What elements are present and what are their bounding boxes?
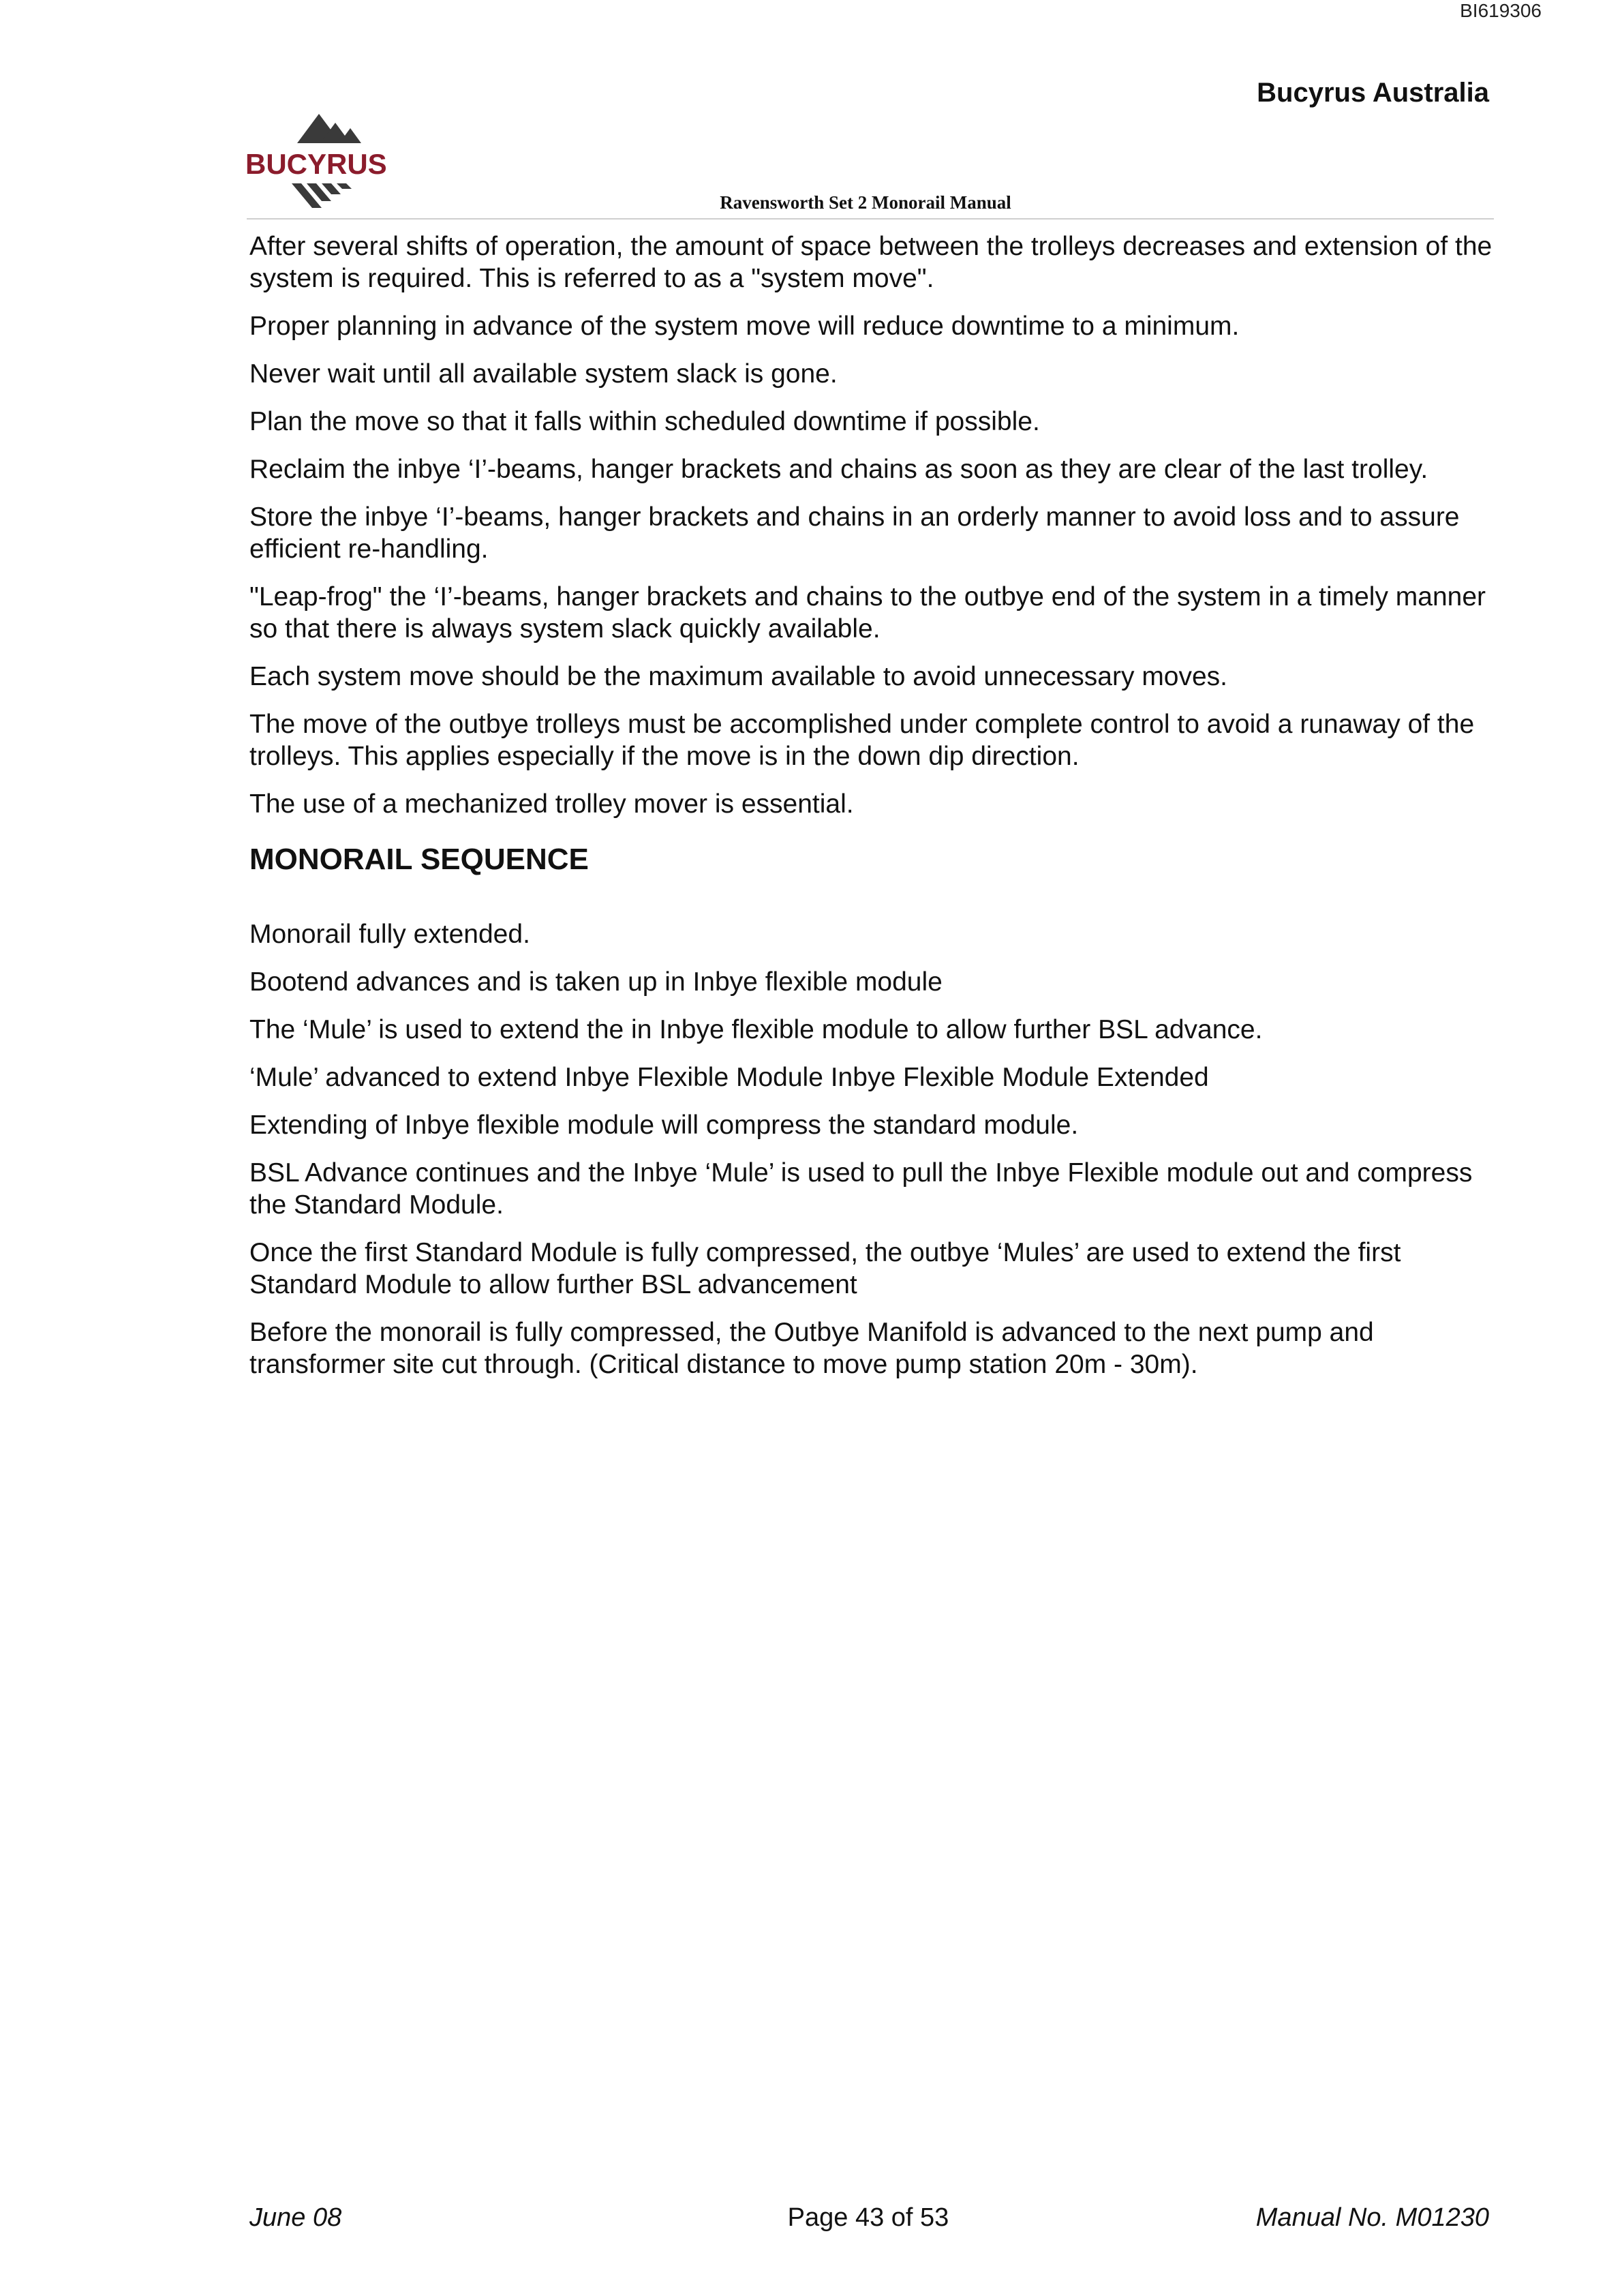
paragraph: Store the inbye ‘I’-beams, hanger brackets and chains in an orderly manner to avoid loss and to assure efficient re-handling. [249, 502, 1460, 564]
paragraph: Once the first Standard Module is fully compressed, the outbye ‘Mules’ are used to extend the first Standard Module to allow further BSL advancement [249, 1238, 1401, 1299]
paragraph: ‘Mule’ advanced to extend Inbye Flexible Module Inbye Flexible Module Extended [249, 1063, 1209, 1092]
footer-manual-number: Manual No. M01230 [1255, 2203, 1489, 2232]
paragraph: Reclaim the inbye ‘I’-beams, hanger brackets and chains as soon as they are clear of the last trolley. [249, 455, 1428, 484]
section-heading: MONORAIL SEQUENCE [249, 843, 589, 876]
paragraph: Before the monorail is fully compressed, the Outbye Manifold is advanced to the next pump and transformer site cut through. (Critical distance to move pump station 20m - 30m). [249, 1318, 1374, 1379]
paragraph: Plan the move so that it falls within scheduled downtime if possible. [249, 407, 1040, 436]
paragraph: Proper planning in advance of the system move will reduce downtime to a minimum. [249, 312, 1240, 341]
paragraph: Never wait until all available system slack is gone. [249, 359, 838, 389]
logo-wordmark: BUCYRUS [245, 148, 387, 180]
manual-title: Ravensworth Set 2 Monorail Manual [720, 192, 1011, 213]
header-divider [247, 218, 1494, 220]
footer-page-number: Page 43 of 53 [787, 2203, 949, 2232]
paragraph: Monorail fully extended. [249, 920, 530, 949]
paragraph: The use of a mechanized trolley mover is essential. [249, 789, 854, 819]
paragraph: Extending of Inbye flexible module will compress the standard module. [249, 1111, 1079, 1140]
paragraph: Bootend advances and is taken up in Inbye flexible module [249, 967, 943, 997]
paragraph: After several shifts of operation, the amount of space between the trolleys decreases and extension of the system is required. This is referred to as a "system move". [249, 232, 1493, 293]
company-name: Bucyrus Australia [1257, 78, 1489, 108]
document-id: BI619306 [1460, 0, 1542, 21]
paragraph: The move of the outbye trolleys must be accomplished under complete control to avoid a runaway of the trolleys. This applies especially if the move is in the down dip direction. [249, 710, 1475, 771]
document-body [249, 230, 1497, 1396]
paragraph: Each system move should be the maximum available to avoid unnecessary moves. [249, 662, 1228, 691]
paragraph: The ‘Mule’ is used to extend the in Inbye flexible module to allow further BSL advance. [249, 1015, 1263, 1044]
paragraph: BSL Advance continues and the Inbye ‘Mule’ is used to pull the Inbye Flexible module out and compress the Standard Module. [249, 1158, 1473, 1220]
footer-date: June 08 [249, 2203, 342, 2232]
paragraph: "Leap-frog" the ‘I’-beams, hanger brackets and chains to the outbye end of the system in a timely manner so that there is always system slack quickly available. [249, 582, 1486, 644]
